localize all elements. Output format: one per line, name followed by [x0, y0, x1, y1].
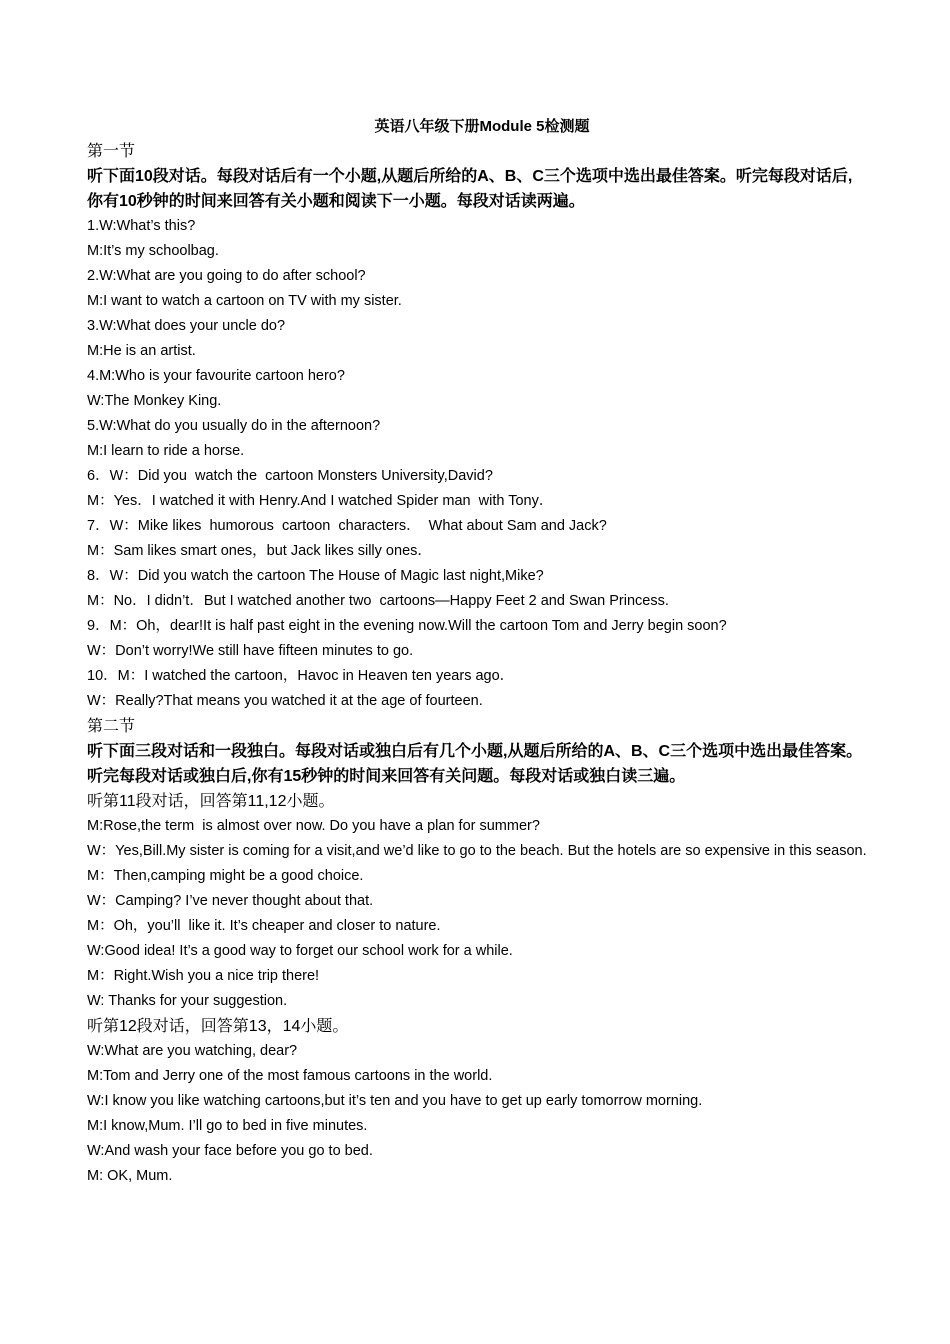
dialog-line: 4.M:Who is your favourite cartoon hero?: [87, 368, 345, 384]
dialog-line: W: Thanks for your suggestion.: [87, 993, 288, 1009]
dialog-line: 1.W:What’s this?: [87, 218, 196, 234]
dialog12-heading: 听第12段对话，回答第13，14小题。: [87, 1018, 349, 1035]
dialog-line: W:The Monkey King.: [87, 393, 222, 409]
dialog-line: W：Don’t worry!We still have fifteen minutes to go.: [87, 643, 414, 659]
dialog-line: W：Camping? I’ve never thought about that.: [87, 893, 374, 909]
dialog-line: M:Rose,the term is almost over now. Do you have a plan for summer?: [87, 818, 540, 834]
dialog-line: W：Really?That means you watched it at the age of fourteen.: [87, 693, 483, 709]
dialog-line: M：No．I didn’t．But I watched another two cartoons—Happy Feet 2 and Swan Princess.: [87, 593, 669, 609]
dialog-line: 3.W:What does your uncle do?: [87, 318, 286, 334]
dialog-line: M:I know,Mum. I’ll go to bed in five minutes.: [87, 1118, 368, 1134]
dialog-line: M: OK, Mum.: [87, 1168, 173, 1184]
dialog-line: 5.W:What do you usually do in the afternoon?: [87, 418, 381, 434]
section1-instructions: 听下面10段对话。每段对话后有一个小题,从题后所给的A、B、C三个选项中选出最佳答案。听完每段对话后,你有10秒钟的时间来回答有关小题和阅读下一小题。每段对话读两遍。: [87, 168, 853, 210]
dialog-line: M：Then,camping might be a good choice.: [87, 868, 364, 884]
dialog-line: W:Good idea! It’s a good way to forget our school work for a while.: [87, 943, 513, 959]
dialog-line: M:I want to watch a cartoon on TV with my sister.: [87, 293, 402, 309]
dialog-line: M：Oh，you’ll like it. It’s cheaper and closer to nature.: [87, 918, 441, 934]
dialog-line: W:What are you watching, dear?: [87, 1043, 298, 1059]
dialog-line: W:I know you like watching cartoons,but it’s ten and you have to get up early tomorrow morning.: [87, 1093, 703, 1109]
dialog-line: 10．M：I watched the cartoon，Havoc in Heaven ten years ago．: [87, 668, 515, 684]
dialog11-heading: 听第11段对话，回答第11,12小题。: [87, 793, 335, 810]
dialog-line: 2.W:What are you going to do after school?: [87, 268, 366, 284]
dialog-line: M：Yes．I watched it with Henry.And I watched Spider man with Tony．: [87, 493, 554, 509]
dialog-line: 9．M：Oh，dear!It is half past eight in the evening now.Will the cartoon Tom and Jerry begin soon?: [87, 618, 727, 634]
dialog-line: M：Sam likes smart ones，but Jack likes silly ones．: [87, 543, 432, 559]
dialog-line: M:I learn to ride a horse.: [87, 443, 245, 459]
dialog-line: 7．W：Mike likes humorous cartoon characters． What about Sam and Jack?: [87, 518, 607, 534]
dialog-line: 6．W：Did you watch the cartoon Monsters University,David?: [87, 468, 493, 484]
dialog12-list: [87, 1039, 867, 1189]
section1-dialog-list: [87, 214, 867, 714]
dialog-line: M:Tom and Jerry one of the most famous cartoons in the world.: [87, 1068, 493, 1084]
section2-label: 第二节: [87, 718, 136, 735]
document-page: [87, 114, 867, 1189]
dialog-line: M：Right.Wish you a nice trip there!: [87, 968, 320, 984]
section1-label: 第一节: [87, 143, 136, 160]
dialog-line: W:And wash your face before you go to bed.: [87, 1143, 373, 1159]
dialog-line: W：Yes,Bill.My sister is coming for a visit,and we’d like to go to the beach. But the hotels are so expensive in this season.: [87, 843, 867, 859]
section2-instructions: 听下面三段对话和一段独白。每段对话或独白后有几个小题,从题后所给的A、B、C三个选项中选出最佳答案。听完每段对话或独白后,你有15秒钟的时间来回答有关问题。每段对话或独白读三遍。: [87, 743, 863, 785]
document-title: 英语八年级下册Module 5检测题: [374, 118, 590, 135]
dialog-line: M:It’s my schoolbag.: [87, 243, 219, 259]
dialog11-list: [87, 814, 867, 1014]
dialog-line: 8．W：Did you watch the cartoon The House of Magic last night,Mike?: [87, 568, 544, 584]
dialog-line: M:He is an artist.: [87, 343, 196, 359]
